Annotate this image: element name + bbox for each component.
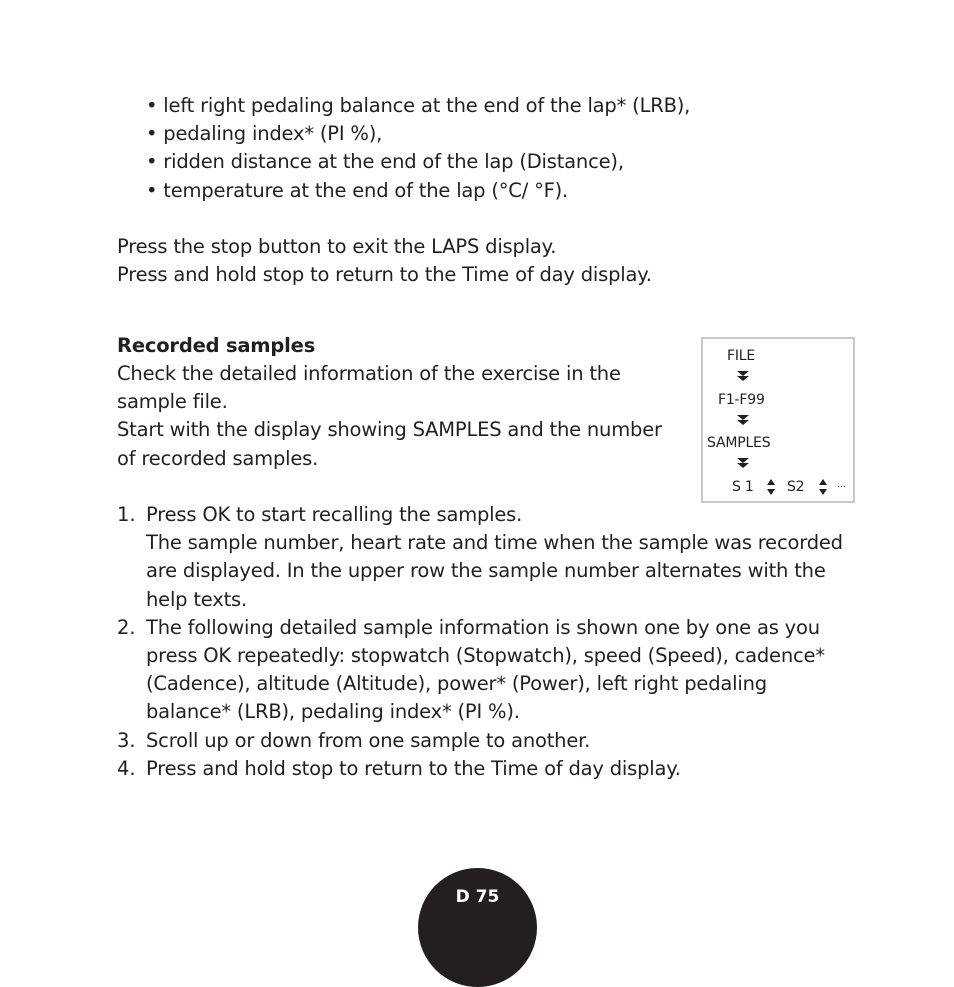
step-line: press OK repeatedly: stopwatch (Stopwatch), speed (Speed), cadence* <box>146 644 825 667</box>
bullet-distance: • ridden distance at the end of the lap (Distance), <box>146 150 624 173</box>
bullet-temperature: • temperature at the end of the lap (°C/ °F). <box>146 179 569 202</box>
step-line: balance* (LRB), pedaling index* (PI %). <box>146 700 520 723</box>
intro-line: Start with the display showing SAMPLES and the number <box>117 418 662 441</box>
up-down-arrow-icon <box>766 478 776 496</box>
step-line: Press and hold stop to return to the Time of day display. <box>146 757 681 780</box>
diagram-sample-2: S2 <box>787 479 805 495</box>
up-down-arrow-icon <box>818 478 828 496</box>
step-line: help texts. <box>146 588 247 611</box>
arrow-down-icon <box>736 370 750 382</box>
arrow-down-icon <box>736 457 750 469</box>
intro-line: sample file. <box>117 390 228 413</box>
step-number: 2. <box>117 616 136 639</box>
step-number: 4. <box>117 757 136 780</box>
diagram-label-files: F1-F99 <box>718 392 765 408</box>
paragraph-line: Press the stop button to exit the LAPS display. <box>117 235 557 258</box>
page-number: D 75 <box>455 887 500 907</box>
bullet-pedaling-index: • pedaling index* (PI %), <box>146 122 383 145</box>
step-line: The sample number, heart rate and time when the sample was recorded <box>146 531 843 554</box>
diagram-label-file: FILE <box>727 348 756 364</box>
step-number: 3. <box>117 729 136 752</box>
section-heading: Recorded samples <box>117 334 316 357</box>
step-number: 1. <box>117 503 136 526</box>
arrow-down-icon <box>736 414 750 426</box>
diagram-sample-1: S 1 <box>732 479 754 495</box>
paragraph-line: Press and hold stop to return to the Time of day display. <box>117 263 652 286</box>
bullet-lrb: • left right pedaling balance at the end of the lap* (LRB), <box>146 94 691 117</box>
diagram-label-samples: SAMPLES <box>707 435 771 451</box>
menu-flow-diagram <box>701 337 855 503</box>
step-line: (Cadence), altitude (Altitude), power* (Power), left right pedaling <box>146 672 767 695</box>
intro-line: of recorded samples. <box>117 447 319 470</box>
step-line: The following detailed sample information is shown one by one as you <box>146 616 820 639</box>
step-line: are displayed. In the upper row the sample number alternates with the <box>146 559 826 582</box>
intro-line: Check the detailed information of the exercise in the <box>117 362 621 385</box>
step-line: Press OK to start recalling the samples. <box>146 503 523 526</box>
diagram-ellipsis: ... <box>837 479 846 490</box>
step-line: Scroll up or down from one sample to another. <box>146 729 591 752</box>
